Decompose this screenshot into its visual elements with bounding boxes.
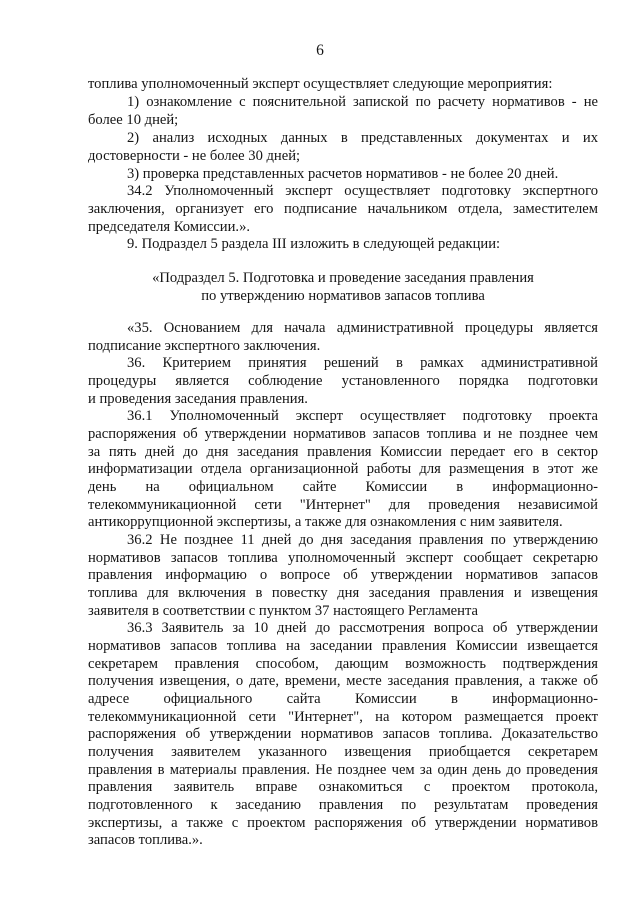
text-line: 1) ознакомление с пояснительной запиской по расчету нормативов - не (127, 94, 598, 110)
text-line: получения заявителем указанного извещения приобщается секретарем (88, 744, 598, 760)
text-line: секретарем правления способом, дающим возможность подтверждения (88, 656, 598, 672)
subsection-heading: «Подраздел 5. Подготовка и проведение заседания правления (152, 270, 534, 286)
text-line: 2) анализ исходных данных в представленных документах и их (127, 130, 598, 146)
text-line: председателя Комиссии.». (88, 219, 251, 235)
text-line: 34.2 Уполномоченный эксперт осуществляет подготовку экспертного (127, 183, 598, 199)
text-line: подготовленного к заседанию правления по результатам проведения (88, 797, 598, 813)
text-line: подписание экспертного заключения. (88, 338, 321, 354)
text-line: 3) проверка представленных расчетов нормативов - не более 20 дней. (127, 166, 559, 182)
text-line: день на официальном сайте Комиссии в информационно- (88, 479, 598, 495)
text-line: топлива уполномоченный эксперт осуществляет следующие мероприятия: (88, 76, 553, 92)
text-line: за пять дней до дня заседания правления Комиссии передает его в сектор (88, 444, 598, 460)
text-line: 36.2 Не позднее 11 дней до дня заседания правления по утверждению (127, 532, 598, 548)
text-line: экспертизы, а также с проектом распоряжения об утверждении нормативов (88, 815, 598, 831)
text-line: получения извещения, о дате, времени, месте заседания правления, а также об (88, 673, 598, 689)
text-line: 36.3 Заявитель за 10 дней до рассмотрения вопроса об утверждении (127, 620, 598, 636)
text-line: заявителя в соответствии с пунктом 37 настоящего Регламента (88, 603, 478, 619)
text-line: достоверности - не более 30 дней; (88, 148, 301, 164)
text-line: заключения, организует его подписание начальником отдела, заместителем (88, 201, 598, 217)
text-line: телекоммуникационной сети "Интернет", на котором размещается проект (88, 709, 598, 725)
text-line: распоряжения об утверждении нормативов запасов топлива. Доказательство (88, 726, 598, 742)
text-line: 9. Подраздел 5 раздела III изложить в следующей редакции: (127, 236, 501, 252)
text-line: правления в материалы правления. Не позднее чем за один день до проведения (88, 762, 598, 778)
subsection-heading: по утверждению нормативов запасов топлива (201, 288, 485, 304)
text-line: 36.1 Уполномоченный эксперт осуществляет подготовку проекта (127, 408, 598, 424)
text-line: адресе официального сайта Комиссии в информационно- (88, 691, 598, 707)
text-line: более 10 дней; (88, 112, 179, 128)
text-line: запасов топлива.». (88, 832, 203, 848)
text-line: информатизации отдела организационной работы для размещения в этот же (88, 461, 598, 477)
text-line: нормативов запасов топлива на заседании правления Комиссии извещается (88, 638, 598, 654)
text-line: антикоррупционной экспертизы, а также для ознакомления с ним заявителя. (88, 514, 563, 530)
text-line: процедуры является соблюдение установленного порядка подготовки (88, 373, 598, 389)
text-line: правления информацию о вопросе об утверждении нормативов запасов (88, 567, 598, 583)
text-line: распоряжения об утверждении нормативов запасов топлива и не позднее чем (88, 426, 598, 442)
text-line: 36. Критерием принятия решений в рамках административной (127, 355, 598, 371)
page-number: 6 (316, 42, 324, 59)
text-line: топлива для включения в повестку дня заседания правления и извещения (88, 585, 598, 601)
text-line: правления заявитель вправе ознакомиться с проектом протокола, (88, 779, 598, 795)
text-line: и проведения заседания правления. (88, 391, 308, 407)
text-line: нормативов запасов топлива уполномоченный эксперт сообщает секретарю (88, 550, 598, 566)
text-line: «35. Основанием для начала административной процедуры является (127, 320, 598, 336)
text-line: телекоммуникационной сети "Интернет" для проведения независимой (88, 497, 598, 513)
